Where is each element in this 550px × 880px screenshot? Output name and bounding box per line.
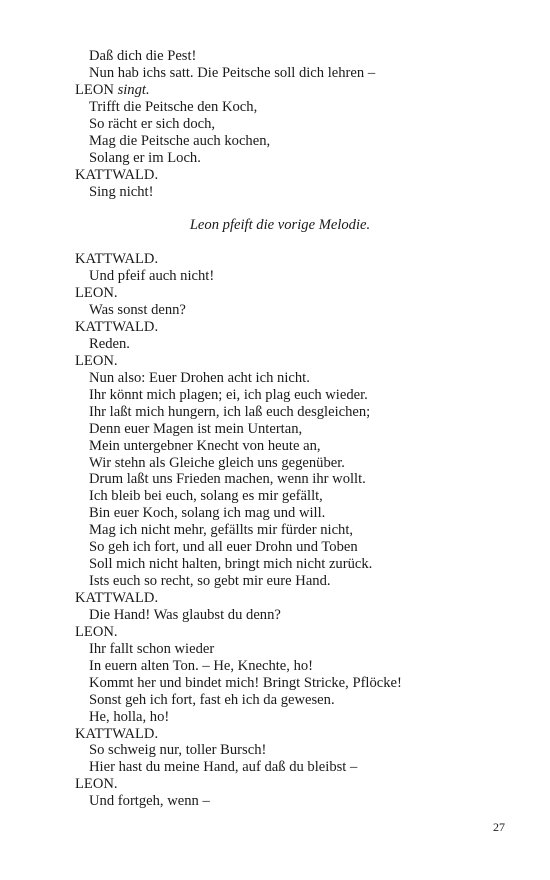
verse-line: So rächt er sich doch,: [89, 115, 216, 132]
verse-line: Sonst geh ich fort, fast eh ich da gewesen.: [89, 691, 335, 708]
verse-line: Die Hand! Was glaubst du denn?: [89, 606, 281, 623]
speaker-name: [75, 82, 515, 99]
verse-line: Ists euch so recht, so gebt mir eure Hand.: [89, 573, 331, 590]
verse-line: So schweig nur, toller Bursch!: [89, 742, 267, 759]
page-text: [75, 48, 515, 810]
speaker-name: [75, 285, 515, 302]
verse-line: Daß dich die Pest!: [89, 48, 197, 64]
verse-line: Was sonst denn?: [89, 302, 186, 319]
speaker-label: LEON.: [75, 623, 118, 640]
verse-line: Ihr fallt schon wieder: [89, 640, 215, 657]
verse-line: He, holla, ho!: [89, 708, 170, 725]
speaker-name: [75, 624, 515, 641]
speaker-name: [75, 353, 515, 370]
speaker-name: [75, 776, 515, 793]
verse-line: Und fortgeh, wenn –: [89, 793, 210, 810]
verse-line: Mag die Peitsche auch kochen,: [89, 132, 271, 149]
speaker-name: [75, 251, 515, 268]
verse-line: In euern alten Ton. – He, Knechte, ho!: [89, 657, 314, 674]
verse-line: Und pfeif auch nicht!: [89, 268, 215, 285]
blank-line: [75, 200, 515, 217]
verse-line: Trifft die Peitsche den Koch,: [89, 98, 258, 115]
verse-line: Mein untergebner Knecht von heute an,: [89, 437, 321, 454]
stage-direction: Leon pfeift die vorige Melodie.: [189, 217, 371, 234]
verse-line: Bin euer Koch, solang ich mag und will.: [89, 505, 326, 522]
page-number: 27: [493, 820, 505, 834]
verse-line: Solang er im Loch.: [89, 149, 201, 166]
speaker-label: LEON.: [75, 285, 118, 302]
speaker-label: LEON.: [75, 776, 118, 793]
verse-line: So geh ich fort, und all euer Drohn und Toben: [89, 539, 358, 556]
verse-line: Kommt her und bindet mich! Bringt Stricke, Pflöcke!: [89, 674, 402, 691]
verse-line: Ihr laßt mich hungern, ich laß euch desgleichen;: [89, 403, 371, 420]
speaker-name: [75, 590, 515, 607]
speaker-label: KATTWALD.: [75, 319, 159, 335]
speaker-name: [75, 319, 515, 336]
speaker-label: KATTWALD.: [75, 590, 159, 606]
verse-line: Soll mich nicht halten, bringt mich nicht zurück.: [89, 556, 373, 573]
speaker-label: KATTWALD.: [75, 166, 159, 183]
speaker-direction: singt.: [117, 81, 150, 98]
speaker-label: KATTWALD.: [75, 251, 159, 268]
speaker-label: LEON: [75, 81, 114, 98]
verse-line: Reden.: [89, 335, 130, 352]
verse-line: Denn euer Magen ist mein Untertan,: [89, 420, 303, 437]
blank-line: [75, 234, 515, 251]
verse-line: Drum laßt uns Frieden machen, wenn ihr wollt.: [89, 471, 366, 488]
verse-line: Sing nicht!: [89, 183, 154, 200]
speaker-name: [75, 167, 515, 184]
verse-line: Nun hab ichs satt. Die Peitsche soll dich lehren –: [89, 64, 376, 81]
speaker-label: LEON.: [75, 352, 118, 369]
verse-line: Nun also: Euer Drohen acht ich nicht.: [89, 369, 310, 386]
verse-line: Ihr könnt mich plagen; ei, ich plag euch wieder.: [89, 386, 368, 403]
speaker-label: KATTWALD.: [75, 725, 159, 742]
verse-line: Mag ich nicht mehr, gefällts mir fürder nicht,: [89, 522, 354, 539]
verse-line: Wir stehn als Gleiche gleich uns gegenüber.: [89, 454, 345, 471]
verse-line: Hier hast du meine Hand, auf daß du bleibst –: [89, 759, 358, 776]
speaker-name: [75, 726, 515, 743]
verse-line: Ich bleib bei euch, solang es mir gefällt,: [89, 488, 323, 505]
